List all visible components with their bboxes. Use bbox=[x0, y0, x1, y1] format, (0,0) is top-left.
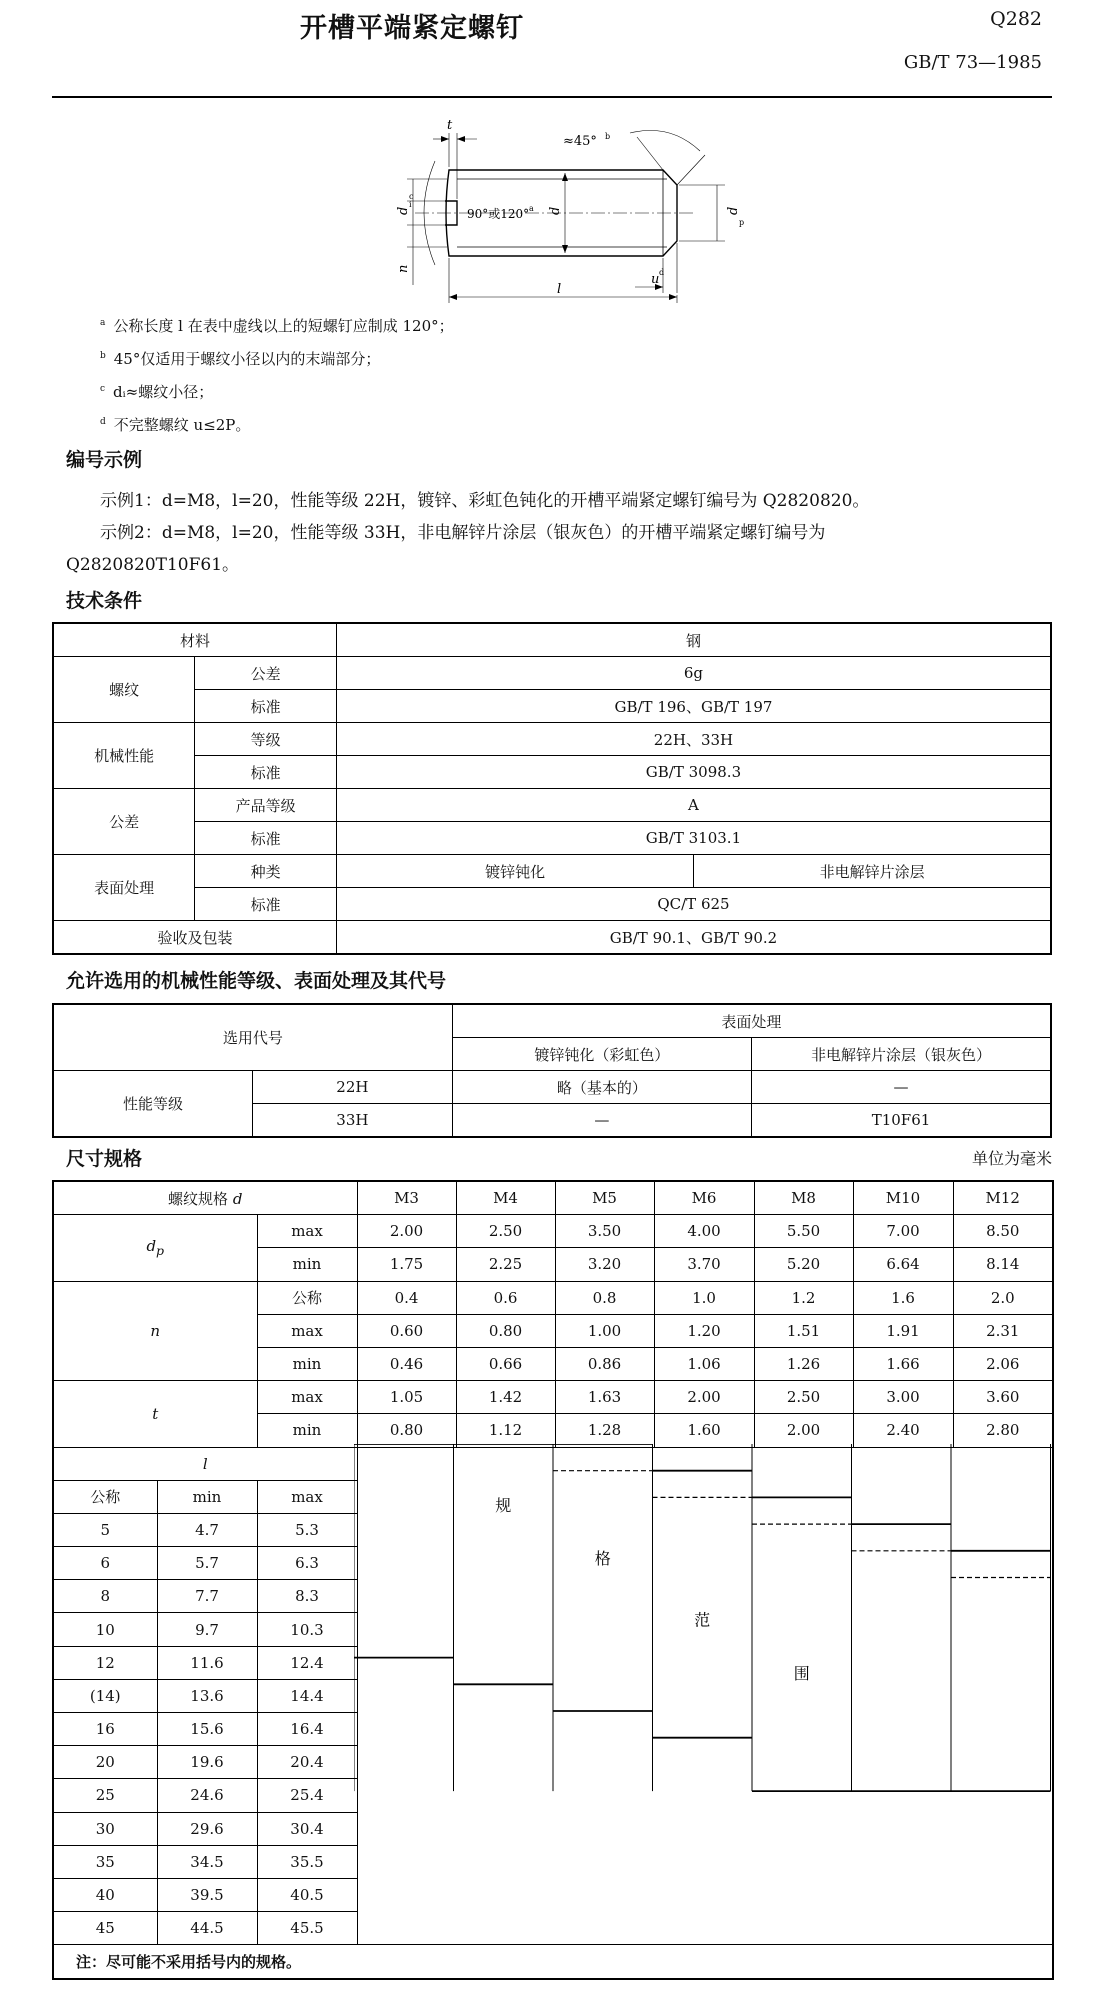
dimensions-table: 螺纹规格 d M3 M4 M5 M6 M8 M10 M12 $d_p$ max 2.00 2.50 3.50 4.00 5.50 7.00 8.50 min 1.75 2.25 3.20 3.70 5.20 6.64 8.14 n 公称 0.4 0.6 0.8 1.0 1.2 1.6 2.0 max 0.60 0.80 1.00 1.20 1.51 1.91 2.31 min 0.46 0.66 0.86 1.06 1.26 1.66 2.06 t max 1.05 1.42 1.63 2.00 2.50 3.00 3.60 min 0.80 1.12 1.28 1.60 2.00 2.40 2.80 l 公称 min max 5 4.7 5.3 6 5.7 6.3 8 7.7 8.3 10 9.7 10.3 12 11.6 12.4 (14) 13.6 14.4 16 15.6 16.4 20 19.6 20.4 25 24.6 25.4 30 29.6 30.4 35 34.5 35.5 40 39.5 40.5 45 44.5 45.5 注：尽可能不采用括号内的规格。 bbox=[52, 1180, 1054, 1980]
label-dp: d bbox=[726, 206, 741, 215]
length-row: 30 29.6 30.4 bbox=[53, 1812, 1053, 1845]
length-row: 35 34.5 35.5 bbox=[53, 1845, 1053, 1878]
svg-text:b: b bbox=[605, 132, 611, 141]
label-l: l bbox=[557, 282, 562, 297]
options-table: 选用代号 表面处理 镀锌钝化（彩虹色） 非电解锌片涂层（银灰色） 性能等级 22H 略（基本的） — 33H — T10F61 bbox=[52, 1003, 1052, 1138]
label-t: t bbox=[447, 118, 453, 133]
length-range-chart bbox=[354, 1444, 1054, 1964]
length-row: 25 24.6 25.4 bbox=[53, 1779, 1053, 1812]
svg-text:i: i bbox=[409, 200, 412, 209]
svg-text:p: p bbox=[739, 218, 745, 227]
standard-number: GB/T 73—1985 bbox=[903, 52, 1042, 73]
note-d: $^d$ 不完整螺纹 u≤2P。 bbox=[100, 416, 251, 434]
note-a: $^a$ 公称长度 l 在表中虚线以上的短螺钉应制成 120°； bbox=[100, 317, 454, 335]
example-1: 示例1：d=M8，l=20，性能等级 22H，镀锌、彩虹色钝化的开槽平端紧定螺钉编号为 Q2820820。 bbox=[100, 491, 870, 511]
unit-label: 单位为毫米 bbox=[971, 1149, 1052, 1168]
range-word: 围 bbox=[793, 1663, 810, 1683]
length-row: 40 39.5 40.5 bbox=[53, 1878, 1053, 1911]
table-note: 注：尽可能不采用括号内的规格。 bbox=[53, 1945, 1053, 1979]
range-word: 规 bbox=[495, 1495, 512, 1515]
range-word: 范 bbox=[694, 1610, 711, 1630]
note-b: $^b$ 45°仅适用于螺纹小径以内的末端部分； bbox=[100, 350, 381, 368]
footnotes bbox=[100, 308, 454, 440]
length-row: 45 44.5 45.5 bbox=[53, 1912, 1053, 1945]
length-row: 20 19.6 20.4 bbox=[53, 1746, 1053, 1779]
length-row: 16 15.6 16.4 bbox=[53, 1713, 1053, 1746]
range-word: 格 bbox=[594, 1549, 611, 1569]
label-di: d bbox=[396, 206, 411, 215]
length-row: 8 7.7 8.3 bbox=[53, 1580, 1053, 1613]
screw-drawing bbox=[395, 115, 755, 305]
note-c: $^c$ dᵢ≈螺纹小径； bbox=[100, 383, 214, 401]
svg-text:c: c bbox=[409, 192, 414, 201]
section-heading-tech: 技术条件 bbox=[66, 590, 143, 612]
label-90-120: 90°或120° bbox=[467, 207, 530, 221]
label-d: d bbox=[548, 206, 563, 215]
example-2-line-2: Q2820820T10F61。 bbox=[66, 555, 240, 575]
label-n: n bbox=[396, 264, 411, 273]
length-row: 6 5.7 6.3 bbox=[53, 1547, 1053, 1580]
svg-text:a: a bbox=[529, 204, 534, 213]
section-heading-options: 允许选用的机械性能等级、表面处理及其代号 bbox=[66, 970, 447, 992]
label-u: u bbox=[651, 272, 660, 287]
label-45: ≈45° bbox=[563, 134, 597, 149]
length-row: 5 4.7 5.3 bbox=[53, 1513, 1053, 1546]
tech-conditions-table: 材料 钢 螺纹 公差 6g 标准 GB/T 196、GB/T 197 机械性能 等级 22H、33H 标准 GB/T 3098.3 公差 产品等级 A 标准 GB/T 3103.1 表面处理 种类 镀锌钝化 非电解锌片涂层 标准 QC/T 625 验收及包装 GB/T 90.1、GB/T 90.2 bbox=[52, 622, 1052, 955]
length-row: 12 11.6 12.4 bbox=[53, 1646, 1053, 1679]
svg-text:d: d bbox=[659, 268, 665, 277]
length-row: (14) 13.6 14.4 bbox=[53, 1679, 1053, 1712]
header-rule bbox=[52, 96, 1052, 98]
section-heading-dims: 尺寸规格 bbox=[66, 1148, 143, 1170]
example-2-line-1: 示例2：d=M8，l=20，性能等级 33H，非电解锌片涂层（银灰色）的开槽平端紧定螺钉编号为 bbox=[100, 523, 826, 543]
length-row: 10 9.7 10.3 bbox=[53, 1613, 1053, 1646]
page-code: Q282 bbox=[990, 8, 1042, 30]
page-title: 开槽平端紧定螺钉 bbox=[300, 13, 524, 44]
section-heading-example: 编号示例 bbox=[66, 449, 143, 471]
